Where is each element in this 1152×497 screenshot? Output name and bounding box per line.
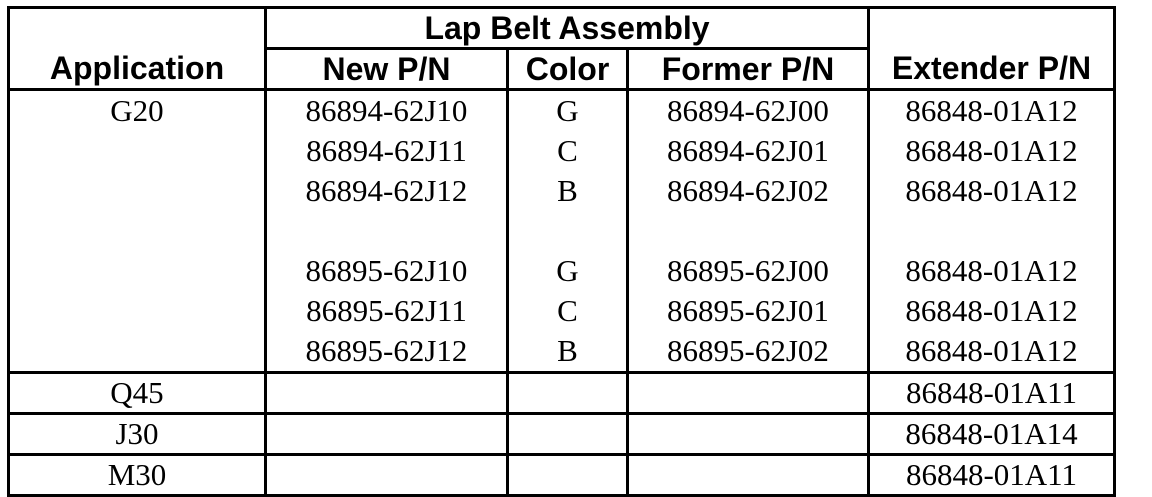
- extender-pn-value: 86848-01A12: [905, 173, 1078, 208]
- extender-pn-cell-q45: 86848-01A11: [869, 373, 1115, 414]
- lap-belt-parts-table: [7, 6, 1116, 497]
- column-header-extender-pn: Extender P/N: [869, 49, 1115, 90]
- column-header-new-pn: New P/N: [266, 49, 508, 90]
- application-value: G20: [110, 93, 164, 128]
- table-row-m30: [9, 455, 1115, 496]
- new-pn-cell-empty: [266, 414, 508, 455]
- column-header-row: [9, 49, 1115, 90]
- color-value: G: [556, 93, 579, 128]
- former-pn-value: 86895-62J01: [667, 293, 829, 328]
- new-pn-value: 86895-62J12: [305, 333, 468, 368]
- application-cell-g20: [9, 90, 266, 373]
- extender-pn-cell-m30: 86848-01A11: [869, 455, 1115, 496]
- former-pn-cell-empty: [628, 455, 869, 496]
- former-pn-spacer: [629, 211, 867, 251]
- header-blank-cell: [9, 8, 266, 49]
- column-header-application: Application: [9, 49, 266, 90]
- column-header-former-pn: Former P/N: [628, 49, 869, 90]
- color-cell-g20: [508, 90, 628, 373]
- color-value: C: [557, 133, 578, 168]
- group-header-row: [9, 8, 1115, 49]
- new-pn-cell-g20: [266, 90, 508, 373]
- table-row-q45: [9, 373, 1115, 414]
- former-pn-value: 86894-62J00: [667, 93, 829, 128]
- new-pn-cell-empty: [266, 373, 508, 414]
- former-pn-value: 86895-62J02: [667, 333, 829, 368]
- extender-pn-cell-j30: 86848-01A14: [869, 414, 1115, 455]
- extender-pn-value: 86848-01A12: [905, 93, 1078, 128]
- former-pn-cell-empty: [628, 414, 869, 455]
- former-pn-value: 86895-62J00: [667, 253, 829, 288]
- color-value: G: [556, 253, 579, 288]
- color-value: B: [557, 333, 578, 368]
- former-pn-value: 86894-62J02: [667, 173, 829, 208]
- color-cell-empty: [508, 455, 628, 496]
- new-pn-spacer: [267, 211, 506, 251]
- color-cell-empty: [508, 414, 628, 455]
- column-header-color: Color: [508, 49, 628, 90]
- color-value: B: [557, 173, 578, 208]
- new-pn-value: 86895-62J10: [305, 253, 468, 288]
- extender-pn-spacer: [870, 211, 1113, 251]
- lap-belt-assembly-header: Lap Belt Assembly: [266, 8, 869, 49]
- new-pn-value: 86894-62J11: [306, 133, 467, 168]
- application-cell-q45: Q45: [9, 373, 266, 414]
- new-pn-value: 86894-62J12: [305, 173, 468, 208]
- application-cell-j30: J30: [9, 414, 266, 455]
- extender-pn-value: 86848-01A12: [905, 293, 1078, 328]
- color-spacer: [509, 211, 626, 251]
- header-blank-cell-right: [869, 8, 1115, 49]
- extender-pn-cell-g20: [869, 90, 1115, 373]
- application-cell-m30: M30: [9, 455, 266, 496]
- parts-table-container: [7, 6, 1116, 497]
- table-row-j30: [9, 414, 1115, 455]
- color-value: C: [557, 293, 578, 328]
- new-pn-cell-empty: [266, 455, 508, 496]
- table-row-g20: [9, 90, 1115, 373]
- former-pn-cell-g20: [628, 90, 869, 373]
- extender-pn-value: 86848-01A12: [905, 333, 1078, 368]
- extender-pn-value: 86848-01A12: [905, 253, 1078, 288]
- new-pn-value: 86895-62J11: [306, 293, 467, 328]
- former-pn-cell-empty: [628, 373, 869, 414]
- former-pn-value: 86894-62J01: [667, 133, 829, 168]
- color-cell-empty: [508, 373, 628, 414]
- extender-pn-value: 86848-01A12: [905, 133, 1078, 168]
- new-pn-value: 86894-62J10: [305, 93, 468, 128]
